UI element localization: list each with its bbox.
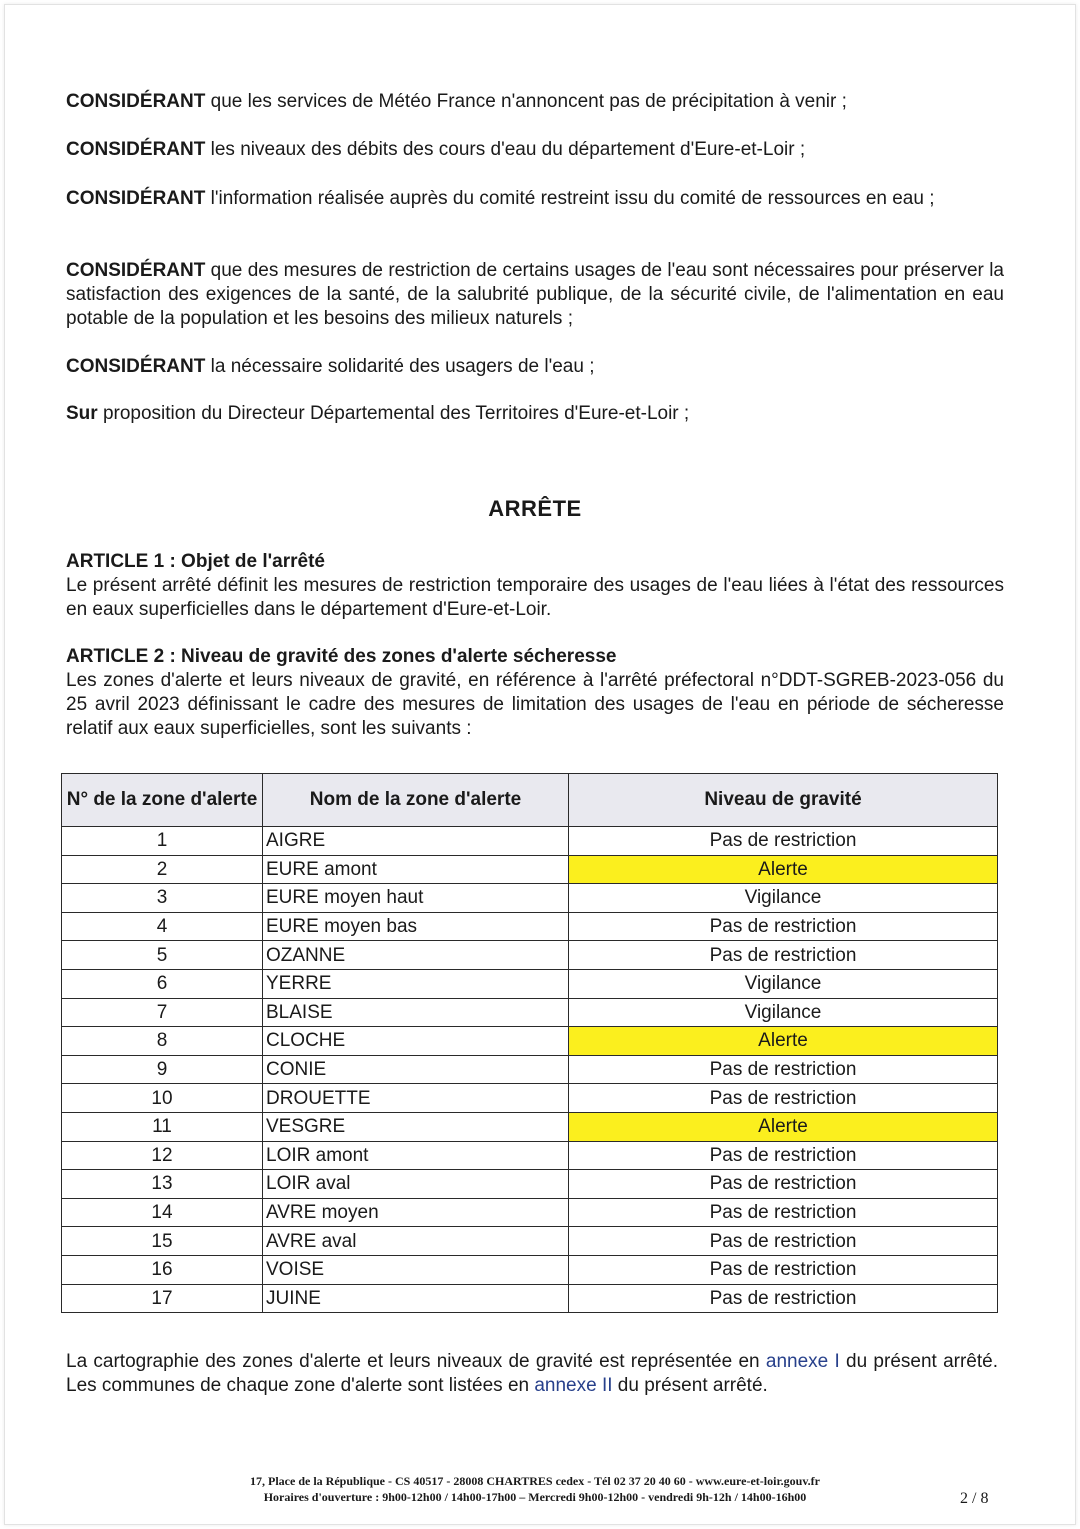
zone-number-cell: 12 bbox=[62, 1141, 263, 1170]
zone-name-cell: LOIR aval bbox=[263, 1170, 569, 1199]
zone-name-cell: CONIE bbox=[263, 1055, 569, 1084]
zone-name-cell: EURE moyen haut bbox=[263, 884, 569, 913]
table-body bbox=[62, 827, 998, 1313]
consideration-keyword: CONSIDÉRANT bbox=[66, 139, 206, 160]
zone-number-cell: 2 bbox=[62, 855, 263, 884]
severity-level-cell: Pas de restriction bbox=[569, 1170, 998, 1199]
closing-text: du présent arrêté. Les communes de chaque zone d'alerte sont listées en bbox=[66, 1351, 998, 1396]
article-2-heading: ARTICLE 2 : Niveau de gravité des zones d'alerte sécheresse bbox=[66, 646, 617, 667]
zone-number-cell: 14 bbox=[62, 1198, 263, 1227]
table-row bbox=[62, 1284, 998, 1313]
severity-level-cell: Vigilance bbox=[569, 969, 998, 998]
zone-number-cell: 15 bbox=[62, 1227, 263, 1256]
proposal bbox=[66, 402, 1004, 426]
severity-level-cell: Pas de restriction bbox=[569, 827, 998, 856]
consideration-5 bbox=[66, 355, 1004, 379]
annex-1-link[interactable]: annexe I bbox=[765, 1351, 840, 1372]
annex-2-link[interactable]: annexe II bbox=[534, 1375, 613, 1396]
severity-level-cell: Pas de restriction bbox=[569, 912, 998, 941]
consideration-4 bbox=[66, 259, 1004, 331]
zone-name-cell: DROUETTE bbox=[263, 1084, 569, 1113]
table-row bbox=[62, 1198, 998, 1227]
footer-address: 17, Place de la République - CS 40517 - 28008 CHARTRES cedex - Tél 02 37 20 40 60 - www.eure-et-loir.gouv.fr bbox=[250, 1474, 820, 1488]
zone-name-cell: CLOCHE bbox=[263, 1027, 569, 1056]
severity-level-cell: Alerte bbox=[569, 855, 998, 884]
zone-name-cell: AVRE moyen bbox=[263, 1198, 569, 1227]
zone-number-cell: 9 bbox=[62, 1055, 263, 1084]
table-row bbox=[62, 884, 998, 913]
consideration-2 bbox=[66, 138, 1004, 162]
table-header-row bbox=[62, 774, 998, 827]
consideration-keyword: CONSIDÉRANT bbox=[66, 260, 206, 281]
severity-level-cell: Pas de restriction bbox=[569, 1141, 998, 1170]
zone-name-cell: VESGRE bbox=[263, 1112, 569, 1141]
table-row bbox=[62, 912, 998, 941]
zone-name-cell: LOIR amont bbox=[263, 1141, 569, 1170]
consideration-text: l'information réalisée auprès du comité restreint issu du comité de ressources en eau ; bbox=[205, 188, 935, 209]
zone-number-cell: 3 bbox=[62, 884, 263, 913]
consideration-text: la nécessaire solidarité des usagers de l'eau ; bbox=[205, 356, 595, 377]
zone-number-cell: 6 bbox=[62, 969, 263, 998]
severity-level-cell: Alerte bbox=[569, 1027, 998, 1056]
zone-name-cell: EURE amont bbox=[263, 855, 569, 884]
proposal-text: proposition du Directeur Départemental des Territoires d'Eure-et-Loir ; bbox=[97, 403, 690, 424]
zone-number-cell: 4 bbox=[62, 912, 263, 941]
consideration-3 bbox=[66, 187, 1004, 211]
closing-text: La cartographie des zones d'alerte et leurs niveaux de gravité est représentée en bbox=[66, 1351, 766, 1372]
decision-title: ARRÊTE bbox=[488, 496, 582, 521]
consideration-text: les niveaux des débits des cours d'eau du département d'Eure-et-Loir ; bbox=[205, 139, 806, 160]
header-zone-number: N° de la zone d'alerte bbox=[62, 774, 263, 827]
header-zone-name: Nom de la zone d'alerte bbox=[263, 774, 569, 827]
table-row bbox=[62, 998, 998, 1027]
article-2 bbox=[66, 645, 1004, 741]
zone-name-cell: OZANNE bbox=[263, 941, 569, 970]
severity-level-cell: Alerte bbox=[569, 1112, 998, 1141]
zone-name-cell: BLAISE bbox=[263, 998, 569, 1027]
article-2-text: Les zones d'alerte et leurs niveaux de gravité, en référence à l'arrêté préfectoral n°DDT-SGREB-2023-056 du 25 avril 2023 définissant le cadre des mesures de limitation des usages de l'eau en période de sécheresse relatif aux eaux superficielles, sont les suivants : bbox=[66, 670, 1004, 739]
closing-text: du présent arrêté. bbox=[612, 1375, 768, 1396]
severity-level-cell: Pas de restriction bbox=[569, 1227, 998, 1256]
table-row bbox=[62, 855, 998, 884]
consideration-keyword: CONSIDÉRANT bbox=[66, 91, 206, 112]
severity-level-cell: Vigilance bbox=[569, 998, 998, 1027]
severity-level-cell: Vigilance bbox=[569, 884, 998, 913]
zone-name-cell: JUINE bbox=[263, 1284, 569, 1313]
zone-number-cell: 10 bbox=[62, 1084, 263, 1113]
table-row bbox=[62, 1112, 998, 1141]
severity-level-cell: Pas de restriction bbox=[569, 1198, 998, 1227]
article-1 bbox=[66, 550, 1004, 622]
severity-level-cell: Pas de restriction bbox=[569, 941, 998, 970]
consideration-keyword: CONSIDÉRANT bbox=[66, 356, 206, 377]
table-row bbox=[62, 1027, 998, 1056]
zone-name-cell: YERRE bbox=[263, 969, 569, 998]
severity-level-cell: Pas de restriction bbox=[569, 1284, 998, 1313]
zone-name-cell: EURE moyen bas bbox=[263, 912, 569, 941]
consideration-text: que les services de Météo France n'annoncent pas de précipitation à venir ; bbox=[205, 91, 847, 112]
table-row bbox=[62, 1084, 998, 1113]
zone-number-cell: 8 bbox=[62, 1027, 263, 1056]
alert-zones-table bbox=[61, 773, 998, 1313]
table-row bbox=[62, 1170, 998, 1199]
table-row bbox=[62, 1227, 998, 1256]
table-row bbox=[62, 941, 998, 970]
zone-number-cell: 17 bbox=[62, 1284, 263, 1313]
zone-number-cell: 1 bbox=[62, 827, 263, 856]
consideration-1 bbox=[66, 90, 1004, 114]
zone-number-cell: 13 bbox=[62, 1170, 263, 1199]
zone-name-cell: AVRE aval bbox=[263, 1227, 569, 1256]
zone-name-cell: VOISE bbox=[263, 1255, 569, 1284]
article-1-heading: ARTICLE 1 : Objet de l'arrêté bbox=[66, 551, 325, 572]
consideration-text: que des mesures de restriction de certains usages de l'eau sont nécessaires pour préserver la satisfaction des exigences de la santé, de la salubrité publique, de la sécurité civile, de l'alimentation en eau potable de la population et les besoins des milieux naturels ; bbox=[66, 260, 1004, 329]
table-row bbox=[62, 1141, 998, 1170]
zone-number-cell: 5 bbox=[62, 941, 263, 970]
article-1-text: Le présent arrêté définit les mesures de restriction temporaire des usages de l'eau liées à l'état des ressources en eaux superficielles dans le département d'Eure-et-Loir. bbox=[66, 575, 1004, 620]
table-row bbox=[62, 1255, 998, 1284]
header-severity-level: Niveau de gravité bbox=[569, 774, 998, 827]
severity-level-cell: Pas de restriction bbox=[569, 1084, 998, 1113]
table-row bbox=[62, 827, 998, 856]
proposal-keyword: Sur bbox=[66, 403, 98, 424]
severity-level-cell: Pas de restriction bbox=[569, 1255, 998, 1284]
table-row bbox=[62, 969, 998, 998]
zone-name-cell: AIGRE bbox=[263, 827, 569, 856]
page-number: 2 / 8 bbox=[960, 1490, 989, 1507]
footer bbox=[0, 1473, 1070, 1505]
zone-number-cell: 11 bbox=[62, 1112, 263, 1141]
consideration-keyword: CONSIDÉRANT bbox=[66, 188, 206, 209]
footer-hours: Horaires d'ouverture : 9h00-12h00 / 14h00-17h00 – Mercredi 9h00-12h00 - vendredi 9h-12h / 14h00-16h00 bbox=[263, 1490, 807, 1504]
closing-paragraph bbox=[66, 1350, 998, 1398]
table-row bbox=[62, 1055, 998, 1084]
zone-number-cell: 16 bbox=[62, 1255, 263, 1284]
severity-level-cell: Pas de restriction bbox=[569, 1055, 998, 1084]
zone-number-cell: 7 bbox=[62, 998, 263, 1027]
